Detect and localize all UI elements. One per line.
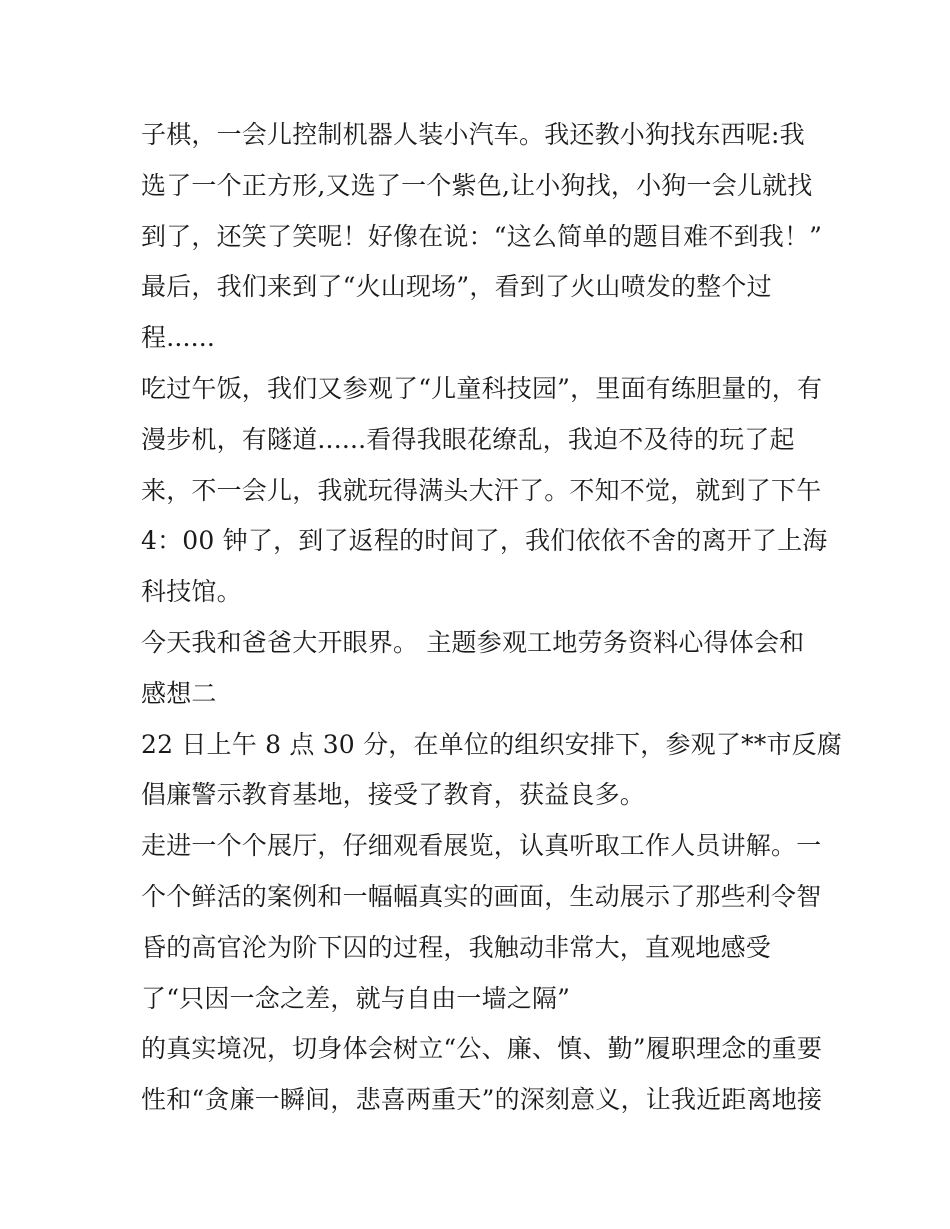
text-line: 倡廉警示教育基地，接受了教育，获益良多。 — [141, 780, 646, 810]
text-line: 22 日上午 8 点 30 分，在单位的组织安排下，参观了**市反腐 — [141, 729, 843, 759]
text-line: 漫步机，有隧道......看得我眼花缭乱，我迫不及待的玩了起 — [141, 424, 795, 454]
text-line: 了“只因一念之差，就与自由一墙之隔” — [141, 983, 571, 1013]
text-line: 感想二 — [141, 678, 217, 708]
text-line: 科技馆。 — [141, 577, 242, 607]
text-line: 性和“贪廉一瞬间，悲喜两重天”的深刻意义，让我近距离地接 — [141, 1085, 823, 1115]
text-line: 的真实境况，切身体会树立“公、廉、慎、勤”履职理念的重要 — [141, 1034, 823, 1064]
body-text — [141, 110, 843, 1126]
text-line: 吃过午饭，我们又参观了“儿童科技园”，里面有练胆量的，有 — [141, 373, 823, 403]
text-line: 今天我和爸爸大开眼界。 主题参观工地劳务资料心得体会和 — [141, 627, 805, 657]
text-line: 最后，我们来到了“火山现场”，看到了火山喷发的整个过 — [141, 272, 772, 302]
text-line: 到了，还笑了笑呢！好像在说：“这么简单的题目难不到我！” — [141, 221, 823, 251]
text-line: 子棋，一会儿控制机器人装小汽车。我还教小狗找东西呢:我 — [141, 120, 805, 149]
text-line: 4：00 钟了，到了返程的时间了，我们依依不舍的离开了上海 — [141, 526, 828, 556]
text-line: 个个鲜活的案例和一幅幅真实的画面，生动展示了那些利令智 — [141, 881, 822, 911]
text-line: 走进一个个展厅，仔细观看展览，认真听取工作人员讲解。一 — [141, 831, 822, 861]
text-line: 程...... — [141, 323, 216, 353]
text-line: 来，不一会儿，我就玩得满头大汗了。不知不觉，就到了下午 — [141, 475, 822, 505]
text-line: 选了一个正方形,又选了一个紫色,让小狗找，小狗一会儿就找 — [141, 170, 813, 200]
text-line: 昏的高官沦为阶下囚的过程，我触动非常大，直观地感受 — [141, 932, 772, 962]
